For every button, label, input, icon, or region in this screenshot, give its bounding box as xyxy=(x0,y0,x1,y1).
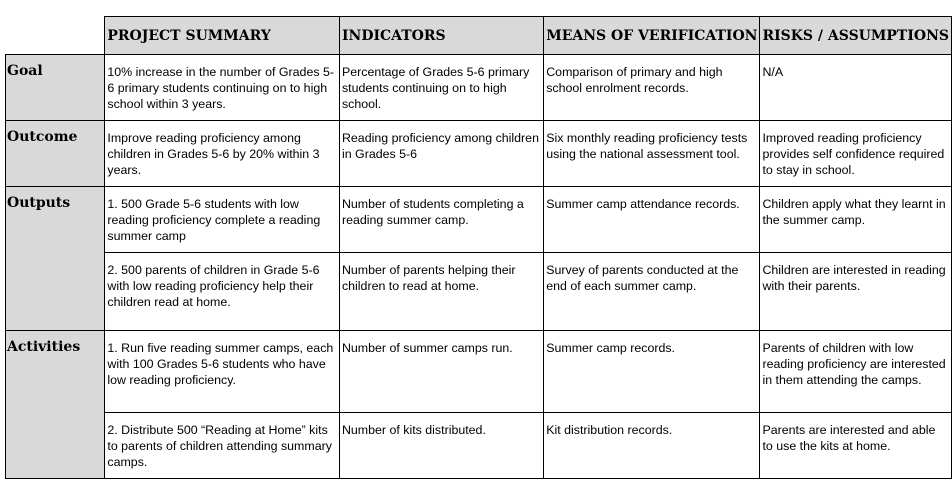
corner-cell xyxy=(6,17,105,55)
activity-1-indicators: Number of summer camps run. xyxy=(339,331,543,413)
output-1-risks: Children apply what they learnt in the summer camp. xyxy=(760,187,952,253)
goal-verification: Comparison of primary and high school enrolment records. xyxy=(544,55,760,121)
row-label-outcome: Outcome xyxy=(6,121,105,187)
table-row-output-1 xyxy=(6,187,952,253)
header-indicators: INDICATORS xyxy=(339,17,543,55)
row-label-outputs: Outputs xyxy=(6,187,105,331)
row-label-goal: Goal xyxy=(6,55,105,121)
header-risks-assumptions: RISKS / ASSUMPTIONS xyxy=(760,17,952,55)
activity-1-summary: 1. Run five reading summer camps, each with 100 Grades 5-6 students who have low reading proficiency. xyxy=(105,331,340,413)
table-row-output-2 xyxy=(6,253,952,331)
header-project-summary: PROJECT SUMMARY xyxy=(105,17,340,55)
header-row xyxy=(6,17,952,55)
activity-1-verification: Summer camp records. xyxy=(544,331,760,413)
goal-indicators: Percentage of Grades 5-6 primary students continuing on to high school. xyxy=(339,55,543,121)
goal-risks: N/A xyxy=(760,55,952,121)
outcome-verification: Six monthly reading proficiency tests using the national assessment tool. xyxy=(544,121,760,187)
output-2-summary: 2. 500 parents of children in Grade 5-6 with low reading proficiency help their children read at home. xyxy=(105,253,340,331)
output-2-verification: Survey of parents conducted at the end of each summer camp. xyxy=(544,253,760,331)
output-2-risks: Children are interested in reading with their parents. xyxy=(760,253,952,331)
outcome-summary: Improve reading proficiency among children in Grades 5-6 by 20% within 3 years. xyxy=(105,121,340,187)
row-label-activities: Activities xyxy=(6,331,105,479)
output-2-indicators: Number of parents helping their children to read at home. xyxy=(339,253,543,331)
output-1-indicators: Number of students completing a reading summer camp. xyxy=(339,187,543,253)
output-1-summary: 1. 500 Grade 5-6 students with low reading proficiency complete a reading summer camp xyxy=(105,187,340,253)
activity-1-risks: Parents of children with low reading proficiency are interested in them attending the camps. xyxy=(760,331,952,413)
activity-2-summary: 2. Distribute 500 “Reading at Home” kits to parents of children attending summary camps. xyxy=(105,413,340,479)
header-means-of-verification: MEANS OF VERIFICATION xyxy=(544,17,760,55)
table-row-goal xyxy=(6,55,952,121)
output-1-verification: Summer camp attendance records. xyxy=(544,187,760,253)
activity-2-indicators: Number of kits distributed. xyxy=(339,413,543,479)
table-row-activity-2 xyxy=(6,413,952,479)
logframe-table xyxy=(5,16,952,479)
activity-2-verification: Kit distribution records. xyxy=(544,413,760,479)
activity-2-risks: Parents are interested and able to use the kits at home. xyxy=(760,413,952,479)
table-row-activity-1 xyxy=(6,331,952,413)
goal-summary: 10% increase in the number of Grades 5-6 primary students continuing on to high school within 3 years. xyxy=(105,55,340,121)
outcome-risks: Improved reading proficiency provides self confidence required to stay in school. xyxy=(760,121,952,187)
table-row-outcome xyxy=(6,121,952,187)
outcome-indicators: Reading proficiency among children in Grades 5-6 xyxy=(339,121,543,187)
